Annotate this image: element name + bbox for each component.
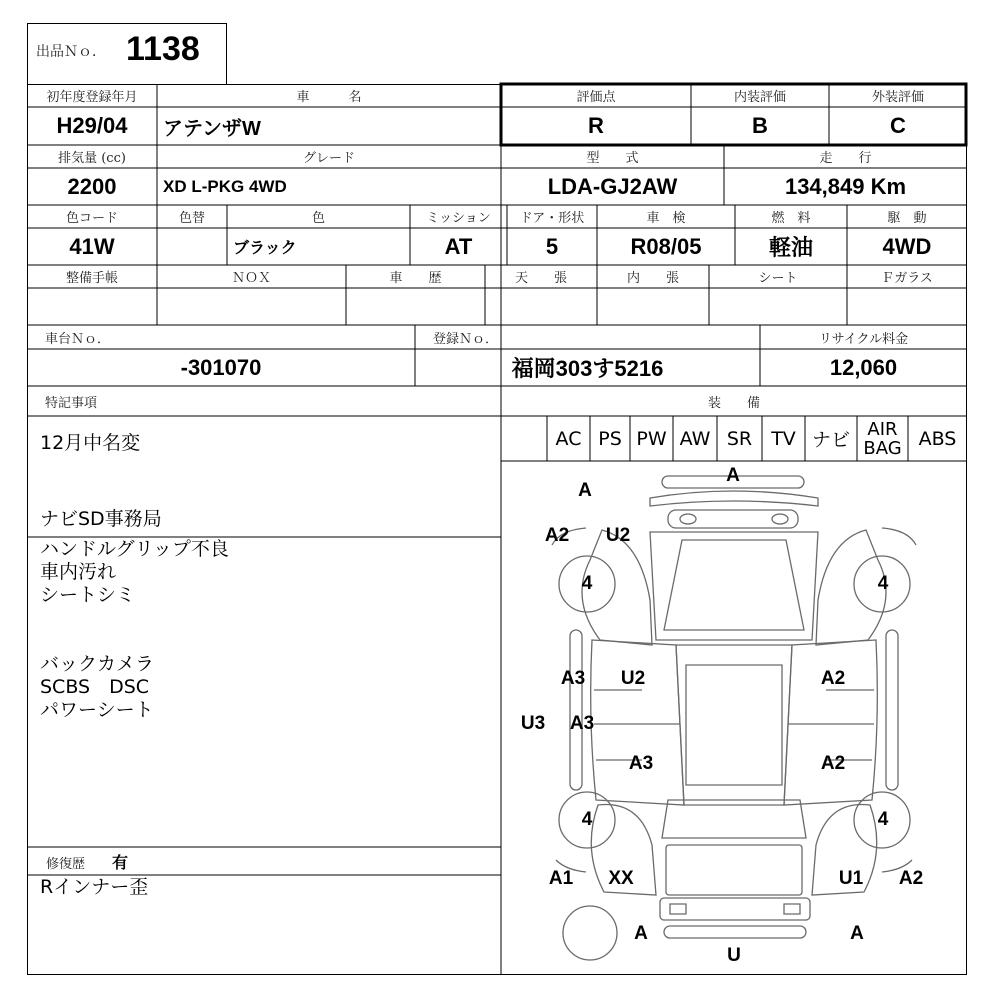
lot-number-label: 出品Ｎｏ．	[36, 44, 106, 60]
equipment-ps: PS	[598, 427, 622, 450]
drive-label: 駆 動	[887, 211, 927, 226]
right-front-fender-shape	[816, 530, 886, 645]
damage-hood-a2: A2	[544, 525, 570, 546]
rear-window-shape	[662, 800, 806, 838]
equipment-tv: TV	[771, 427, 796, 450]
inner-label: 内 張	[626, 271, 679, 286]
drive-value: 4WD	[882, 233, 932, 259]
damage-front-left-door-u2: U2	[620, 668, 646, 689]
lot-number: 1138	[126, 30, 200, 68]
left-doors-shape	[591, 640, 684, 805]
car-name-label: 車 名	[296, 90, 362, 105]
repair-history-label: 修復歴	[46, 857, 86, 872]
damage-rear-bumper-right: A	[850, 923, 864, 944]
grade-value: XD L-PKG 4WD	[163, 176, 287, 196]
nox-label: ＮＯＸ	[231, 271, 271, 286]
color-value: ブラック	[233, 240, 297, 257]
repair-history-value: 有	[112, 853, 129, 872]
damage-rear-left-a1: A1	[548, 868, 574, 889]
chassis-no-value: -301070	[180, 354, 262, 380]
recycle-fee-value: 12,060	[829, 354, 898, 380]
damage-rear-bumper-left: A	[634, 923, 648, 944]
f-glass-label: Ｆガラス	[881, 271, 933, 286]
recycle-fee-label: リサイクル料金	[818, 331, 909, 347]
equipment-pw: PW	[636, 427, 667, 450]
special-notes-label: 特記事項	[45, 395, 98, 411]
damage-front-left-door-a3: A3	[560, 668, 586, 689]
seat-label: シート	[758, 271, 798, 286]
tire-rear-right: 4	[877, 809, 889, 830]
rear-bumper-shape	[660, 898, 810, 920]
registration-no-label: 登録Ｎｏ．	[433, 331, 499, 347]
front-badge-shape-right	[772, 514, 788, 524]
front-grille-shape	[650, 491, 818, 506]
mileage-value: 134,849 Km	[784, 173, 907, 199]
interior-score-value: B	[752, 113, 768, 138]
headlamp-bar-shape	[668, 510, 798, 528]
right-skirt-shape	[886, 630, 898, 790]
damage-rear-left-door: A3	[628, 753, 654, 774]
exterior-score-label: 外装評価	[871, 90, 924, 105]
damage-front-left-corner: A	[578, 480, 592, 501]
door-type-value: 5	[545, 233, 559, 259]
damage-rear-bumper-u: U	[727, 945, 741, 966]
right-doors-shape	[784, 640, 877, 805]
equipment-navi: ナビ	[811, 429, 850, 451]
damage-rear-right-a2: A2	[898, 868, 924, 889]
hood-shape	[650, 532, 818, 640]
exterior-score-value: C	[890, 113, 906, 138]
displacement-label: 排気量 (cc)	[58, 151, 126, 166]
equipment-abs: ABS	[918, 427, 957, 450]
car-name-value: アテンザW	[163, 117, 261, 140]
color-code-label: 色コード	[65, 211, 118, 226]
notes-block-1: 12月中名変 ナビSD事務局	[40, 432, 162, 530]
fuel-label: 燃 料	[771, 211, 811, 226]
spare-tire-shape	[563, 906, 617, 960]
equipment-sr: SR	[726, 427, 753, 450]
registration-no-value: 福岡303す5216	[511, 356, 664, 381]
tire-rear-left: 4	[581, 809, 593, 830]
equipment-airbag: AIR BAG	[863, 418, 902, 459]
color-label: 色	[311, 211, 325, 226]
repair-note: Rインナー歪	[40, 876, 149, 898]
first-registration-value: H29/04	[56, 113, 128, 138]
color-code-value: 41W	[69, 233, 115, 259]
model-code-label: 型 式	[586, 151, 639, 166]
damage-rear-right-door: A2	[820, 753, 846, 774]
damage-hood-u2: U2	[605, 525, 631, 546]
history-label: 車 歴	[389, 271, 442, 286]
model-code-value: LDA-GJ2AW	[547, 173, 678, 199]
door-type-label: ドア・形状	[519, 211, 585, 226]
transmission-value: AT	[444, 233, 473, 259]
inspection-value: R08/05	[630, 233, 702, 259]
damage-rear-right-u1: U1	[838, 868, 864, 889]
fuel-value: 軽油	[768, 235, 813, 260]
damage-front-bumper: A	[726, 465, 740, 486]
color-change-label: 色替	[178, 211, 205, 226]
tire-front-left: 4	[581, 573, 593, 594]
front-badge-shape	[680, 514, 696, 524]
notes-block-2: ハンドルグリップ不良 車内汚れ シートシミ バックカメラ SCBS DSC パワーシート	[40, 538, 229, 721]
left-skirt-shape	[570, 630, 582, 790]
chassis-no-label: 車台Ｎｏ．	[45, 331, 111, 347]
first-registration-label: 初年度登録年月	[46, 90, 138, 105]
displacement-value: 2200	[67, 173, 117, 199]
transmission-label: ミッション	[426, 211, 491, 226]
mileage-label: 走 行	[819, 151, 872, 166]
roof-shape	[686, 665, 782, 785]
trunk-shape	[666, 845, 802, 895]
damage-left-side-u3: U3	[520, 713, 546, 734]
equipment-label: 装 備	[707, 395, 760, 411]
score-label: 評価点	[576, 90, 616, 105]
equipment-ac: AC	[555, 427, 582, 450]
windshield-shape	[664, 540, 804, 630]
inspection-label: 車 検	[646, 211, 686, 226]
damage-left-side-a3: A3	[569, 713, 595, 734]
damage-rear-xx: XX	[608, 868, 634, 889]
equipment-aw: AW	[679, 427, 711, 450]
roof-label: 天 張	[514, 271, 567, 286]
score-value: R	[588, 113, 604, 138]
damage-front-right-door: A2	[820, 668, 846, 689]
interior-score-label: 内装評価	[733, 90, 786, 105]
cabin-shape	[676, 645, 792, 805]
maintenance-log-label: 整備手帳	[65, 271, 118, 286]
grade-label: グレード	[302, 151, 355, 166]
tire-front-right: 4	[877, 573, 889, 594]
